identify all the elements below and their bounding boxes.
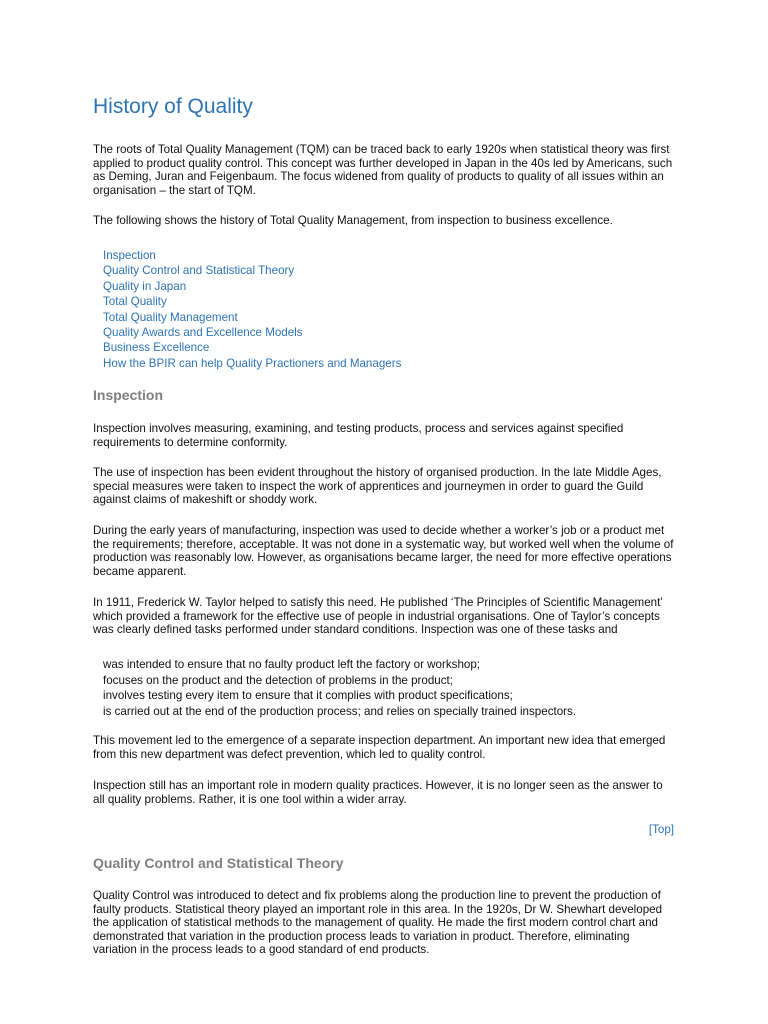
inspection-task-list: [103, 657, 576, 719]
back-to-top-link[interactable]: [Top]: [648, 823, 674, 836]
text-line: In 1911, Frederick W. Taylor helped to satisfy this need. He published ‘The Principles of Scientific Management’: [93, 596, 663, 609]
text-line: as Deming, Juran and Feigenbaum. The focus widened from quality of products to quality of all issues within an: [93, 170, 664, 184]
toc-link-inspection[interactable]: Inspection: [103, 249, 156, 262]
text-line: organisation – the start of TQM.: [93, 183, 256, 197]
text-line: The use of inspection has been evident throughout the history of organised production. In the late Middle Ages,: [93, 466, 662, 479]
text-line: faulty products. Statistical theory played an important role in this area. In the 1920s, Dr W. Shewhart developed: [93, 902, 663, 916]
toc-link-tqm[interactable]: Total Quality Management: [103, 310, 238, 324]
page-title: History of Quality: [93, 95, 253, 118]
inspection-paragraph-6: [93, 779, 683, 806]
text-line: against claims of makeshift or shoddy work.: [93, 493, 318, 507]
text-line: Inspection still has an important role in modern quality practices. However, it is no longer seen as the answer to: [93, 779, 663, 792]
list-item: involves testing every item to ensure that it complies with product specifications;: [103, 689, 513, 703]
text-line: applied to product quality control. This concept was further developed in Japan in the 40s led by Americans, such: [93, 156, 673, 170]
toc-link-bpir[interactable]: How the BPIR can help Quality Practioners and Managers: [103, 356, 402, 370]
following-paragraph: [93, 214, 683, 228]
text-line: all quality problems. Rather, it is one tool within a wider array.: [93, 792, 407, 806]
inspection-paragraph-3: [93, 524, 683, 578]
text-line: The following shows the history of Total Quality Management, from inspection to business excellence.: [93, 214, 613, 227]
toc-link-quality-control[interactable]: Quality Control and Statistical Theory: [103, 264, 295, 278]
text-line: from this new department was defect prevention, which led to quality control.: [93, 747, 486, 761]
toc-link-quality-in-japan[interactable]: Quality in Japan: [103, 279, 187, 293]
text-line: Quality Control was introduced to detect and fix problems along the production line to prevent the production of: [93, 889, 661, 902]
list-item: was intended to ensure that no faulty product left the factory or workshop;: [103, 658, 481, 671]
text-line: The roots of Total Quality Management (TQM) can be traced back to early 1920s when statistical theory was first: [93, 143, 670, 156]
text-line: was clearly defined tasks performed under standard conditions. Inspection was one of these tasks and: [93, 623, 618, 637]
inspection-paragraph-4: [93, 596, 683, 637]
text-line: the requirements; therefore, acceptable. It was not done in a systematic way, but worked well when the volume of: [93, 537, 674, 551]
text-line: demonstrated that variation in the production process leads to variation in product. Therefore, eliminating: [93, 929, 630, 943]
text-line: special measures were taken to inspect the work of apprentices and journeymen in order to guard the Guild: [93, 479, 644, 493]
table-of-contents: [103, 248, 401, 371]
text-line: which provided a framework for the effective use of people in industrial organisations. One of Taylor’s concepts: [93, 609, 660, 623]
text-line: the application of statistical methods to the management of quality. He made the first modern control chart and: [93, 916, 658, 930]
list-item: is carried out at the end of the production process; and relies on specially trained inspectors.: [103, 704, 577, 718]
text-line: variation in the process leads to a good standard of end products.: [93, 943, 430, 957]
text-line: During the early years of manufacturing, inspection was used to decide whether a worker’s job or a product met: [93, 524, 665, 537]
text-line: This movement led to the emergence of a separate inspection department. An important new idea that emerged: [93, 734, 666, 747]
toc-link-business-excellence[interactable]: Business Excellence: [103, 341, 210, 355]
text-line: production was reasonably low. However, as organisations became larger, the need for more effective operations: [93, 551, 672, 565]
inspection-paragraph-5: [93, 734, 683, 761]
intro-paragraph: [93, 143, 683, 197]
inspection-paragraph-1: [93, 422, 683, 449]
text-line: Inspection involves measuring, examining, and testing products, process and services against specified: [93, 422, 624, 435]
list-item: focuses on the product and the detection of problems in the product;: [103, 673, 453, 687]
toc-link-quality-awards[interactable]: Quality Awards and Excellence Models: [103, 326, 303, 340]
section-heading-inspection: Inspection: [93, 387, 164, 403]
section-heading-quality-control: Quality Control and Statistical Theory: [93, 855, 344, 871]
toc-link-total-quality[interactable]: Total Quality: [103, 295, 167, 309]
text-line: became apparent.: [93, 564, 187, 578]
inspection-paragraph-2: [93, 466, 683, 507]
text-line: requirements to determine conformity.: [93, 435, 288, 449]
quality-control-paragraph-1: [93, 889, 683, 957]
